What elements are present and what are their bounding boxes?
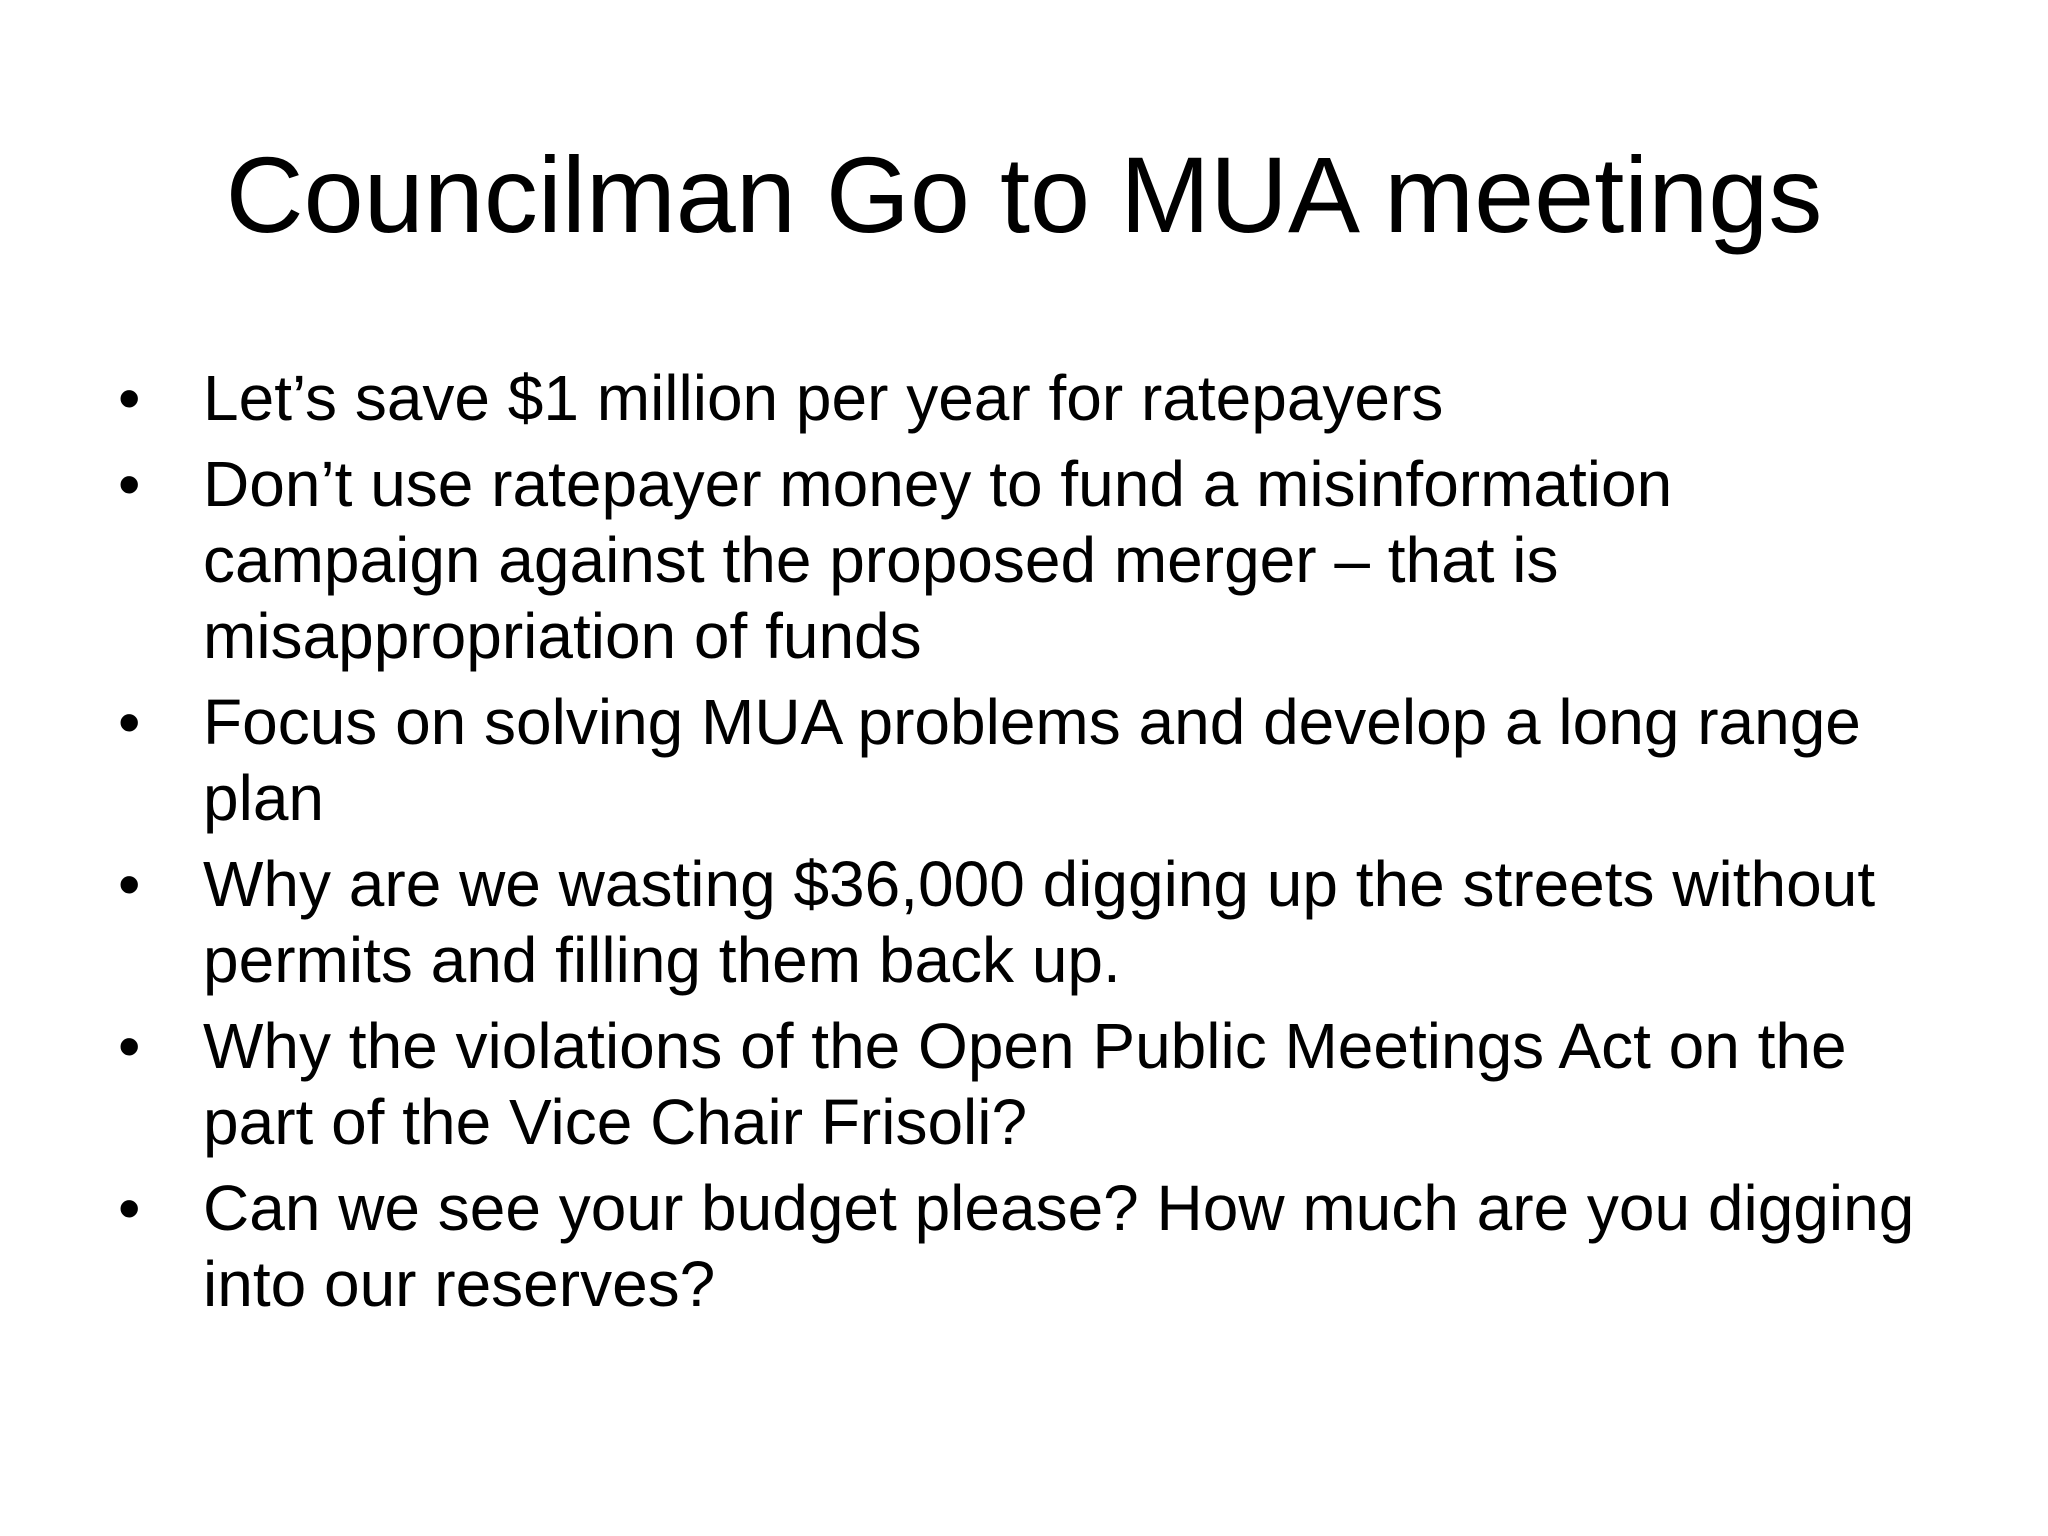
bullet-item (118, 446, 1948, 674)
bullet-item (118, 846, 1948, 998)
slide-title: Councilman Go to MUA meetings (225, 134, 1823, 255)
bullet-icon: • (118, 362, 141, 434)
bullet-icon: • (118, 1010, 141, 1082)
bullet-item (118, 360, 1948, 436)
bullet-icon: • (118, 448, 141, 520)
bullet-text: Why are we wasting $36,000 digging up the streets without permits and filling them back up. (203, 848, 1876, 996)
bullet-list (118, 360, 1948, 1332)
bullet-item (118, 684, 1948, 836)
bullet-text: Can we see your budget please? How much are you digging into our reserves? (203, 1172, 1915, 1320)
bullet-text: Focus on solving MUA problems and develop a long range plan (203, 686, 1861, 834)
bullet-text: Let’s save $1 million per year for ratepayers (203, 362, 1444, 434)
bullet-text: Don’t use ratepayer money to fund a misinformation campaign against the proposed merger – that is misappropriation of funds (203, 448, 1673, 672)
bullet-item (118, 1170, 1948, 1322)
bullet-icon: • (118, 686, 141, 758)
bullet-item (118, 1008, 1948, 1160)
bullet-icon: • (118, 1172, 141, 1244)
bullet-text: Why the violations of the Open Public Meetings Act on the part of the Vice Chair Frisoli? (203, 1010, 1847, 1158)
bullet-icon: • (118, 848, 141, 920)
